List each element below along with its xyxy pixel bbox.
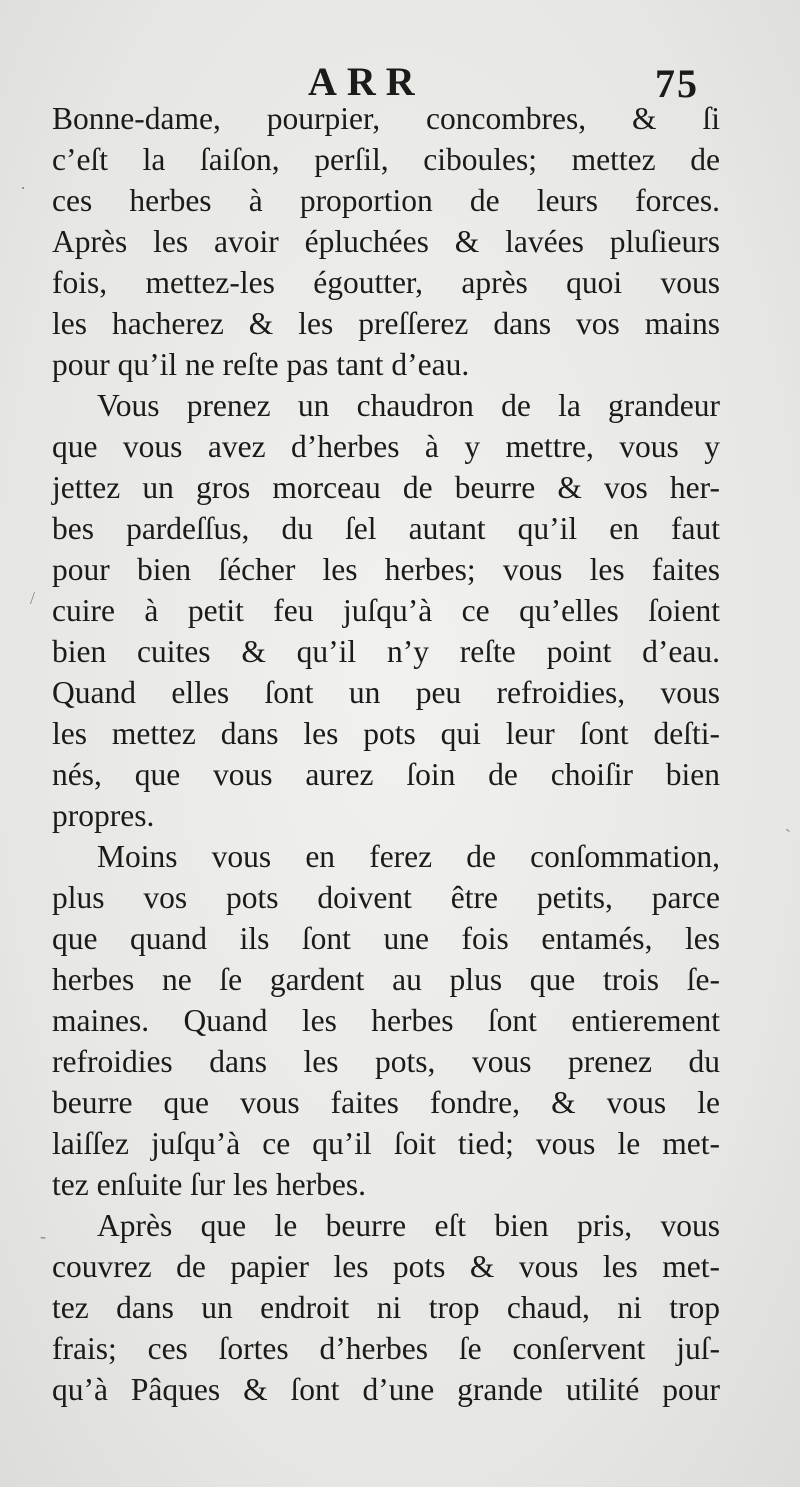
text-line: tez enſuite ſur les herbes.: [52, 1167, 367, 1202]
text-line: les mettez dans les pots qui leur ſont deſti-: [52, 716, 720, 751]
paragraph-first-line: Moins vous en ferez de conſommation,: [97, 839, 720, 874]
page-number: 75: [655, 61, 699, 106]
text-line: nés, que vous aurez ſoin de choiſir bien: [52, 757, 720, 792]
text-line: pour qu’il ne reſte pas tant d’eau.: [52, 347, 470, 382]
text-line: Après les avoir épluchées & lavées pluſieurs: [52, 224, 720, 259]
margin-speck: /: [30, 588, 36, 608]
text-line: refroidies dans les pots, vous prenez du: [52, 1044, 720, 1079]
text-line: jettez un gros morceau de beurre & vos her-: [52, 470, 720, 505]
text-line: c’eſt la ſaiſon, perſil, ciboules; mettez de: [52, 142, 720, 177]
text-line: bes pardeſſus, du ſel autant qu’il en faut: [52, 511, 720, 546]
text-line: cuire à petit feu juſqu’à ce qu’elles ſoient: [52, 593, 720, 628]
text-line: tez dans un endroit ni trop chaud, ni trop: [52, 1290, 720, 1325]
text-line: Bonne-dame, pourpier, concombres, & ſi: [52, 101, 720, 136]
text-line: fois, mettez-les égoutter, après quoi vous: [52, 265, 720, 300]
text-line: frais; ces ſortes d’herbes ſe conſervent juſ-: [52, 1331, 720, 1366]
body-text: [52, 98, 720, 1410]
text-line: couvrez de papier les pots & vous les met-: [52, 1249, 720, 1284]
text-line: herbes ne ſe gardent au plus que trois ſe-: [52, 962, 720, 997]
running-head-title: ARR: [308, 59, 425, 104]
margin-speck: ·: [20, 178, 26, 198]
text-line: pour bien ſécher les herbes; vous les faites: [52, 552, 720, 587]
text-line: maines. Quand les herbes ſont entierement: [52, 1003, 720, 1038]
text-line: plus vos pots doivent être petits, parce: [52, 880, 720, 915]
text-line: qu’à Pâques & ſont d’une grande utilité pour: [52, 1372, 720, 1407]
text-line: beurre que vous faites fondre, & vous le: [52, 1085, 720, 1120]
margin-speck: `: [785, 826, 791, 846]
text-line: propres.: [52, 798, 155, 833]
paragraph-first-line: Vous prenez un chaudron de la grandeur: [97, 388, 720, 423]
paragraph-first-line: Après que le beurre eſt bien pris, vous: [97, 1208, 720, 1243]
text-line: les hacherez & les preſſerez dans vos mains: [52, 306, 720, 341]
text-line: laiſſez juſqu’à ce qu’il ſoit tied; vous le met-: [52, 1126, 720, 1161]
text-line: que quand ils ſont une fois entamés, les: [52, 921, 720, 956]
text-line: bien cuites & qu’il n’y reſte point d’eau.: [52, 634, 720, 669]
text-line: ces herbes à proportion de leurs forces.: [52, 183, 720, 218]
text-line: Quand elles ſont un peu refroidies, vous: [52, 675, 720, 710]
text-line: que vous avez d’herbes à y mettre, vous y: [52, 429, 720, 464]
margin-speck: -: [40, 1226, 46, 1246]
